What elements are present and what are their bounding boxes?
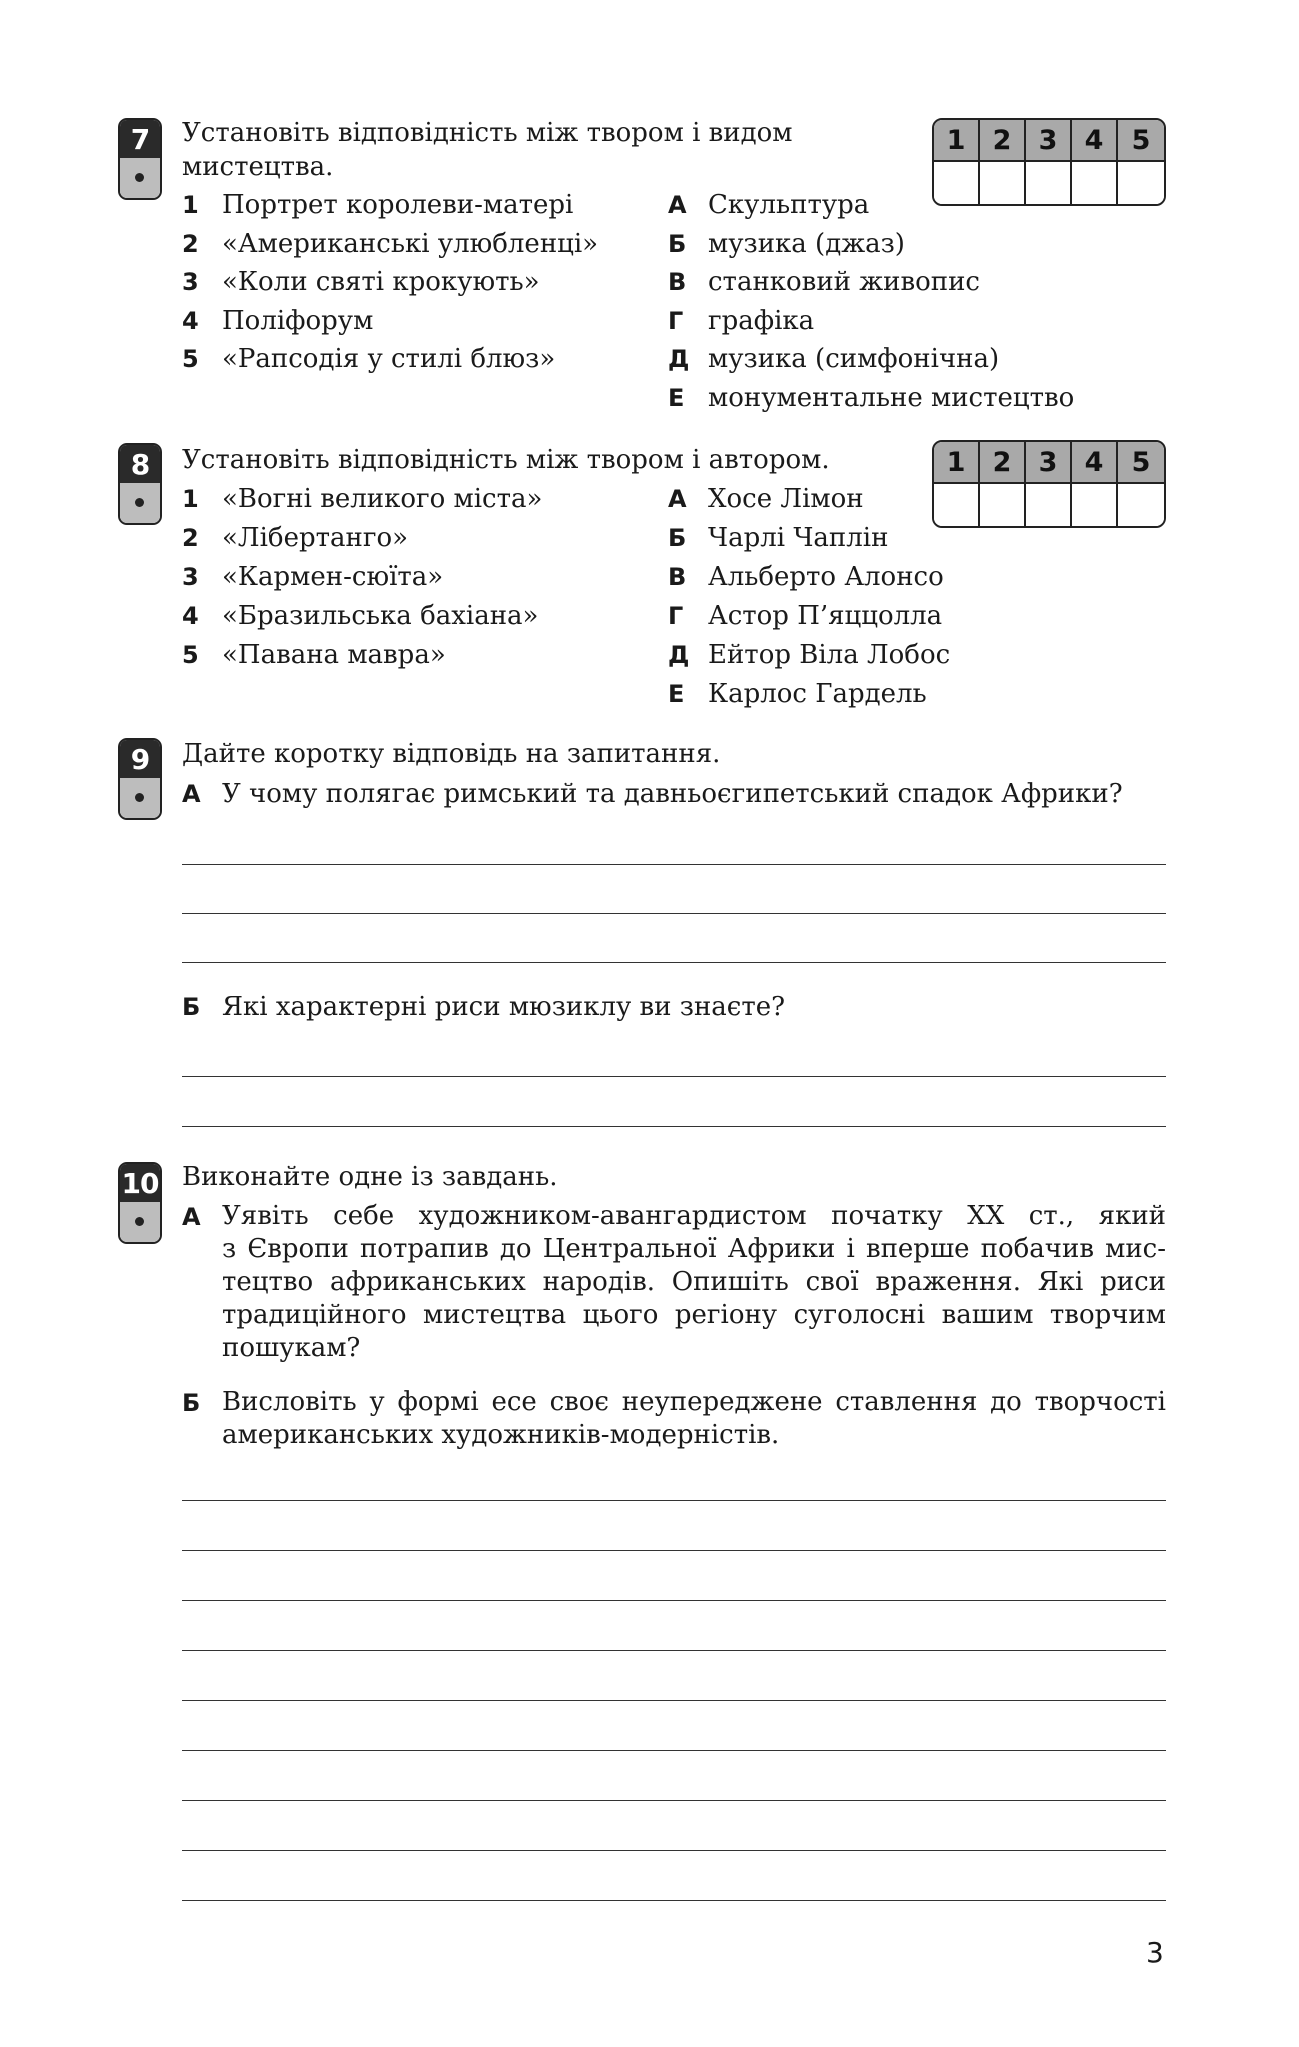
task-8-prompt: Установіть відповідність між твором і автором. <box>182 445 830 475</box>
item-key: Б <box>668 230 687 258</box>
list-item: графіка <box>708 306 815 336</box>
answer-line[interactable] <box>182 1800 1166 1801</box>
list-item: Альберто Алонсо <box>708 562 944 592</box>
task-7-number: 7 <box>120 120 160 158</box>
list-item: Поліфорум <box>222 306 374 336</box>
difficulty-dot-icon <box>120 778 160 818</box>
grid-header: 5 <box>1118 120 1164 162</box>
answer-line[interactable] <box>182 1900 1166 1901</box>
answer-line[interactable] <box>182 1550 1166 1551</box>
list-item: музика (джаз) <box>708 229 905 259</box>
answer-line[interactable] <box>182 1850 1166 1851</box>
answer-cell-5[interactable] <box>1118 162 1164 204</box>
item-key: Д <box>668 345 690 373</box>
list-item: «Кармен-сюїта» <box>222 562 444 592</box>
item-key: 1 <box>182 485 199 513</box>
difficulty-dot-icon <box>120 483 160 523</box>
answer-line[interactable] <box>182 1600 1166 1601</box>
item-key: 2 <box>182 230 199 258</box>
item-key: Е <box>668 680 685 708</box>
task-9-badge <box>118 738 162 820</box>
grid-header: 1 <box>934 442 980 484</box>
task-10-number: 10 <box>120 1164 160 1202</box>
grid-header: 5 <box>1118 442 1164 484</box>
task-7-badge <box>118 118 162 200</box>
list-item: «Лібертанго» <box>222 523 408 553</box>
task-10-badge <box>118 1162 162 1244</box>
item-key: 1 <box>182 191 199 219</box>
difficulty-dot-icon <box>120 1202 160 1242</box>
answer-cell-4[interactable] <box>1072 484 1118 526</box>
task-9-prompt: Дайте коротку відповідь на запитання. <box>182 739 721 769</box>
answer-cell-1[interactable] <box>934 162 980 204</box>
grid-header: 2 <box>980 120 1026 162</box>
item-key: 5 <box>182 345 199 373</box>
list-item: «Рапсодія у стилі блюз» <box>222 344 556 374</box>
question-a: У чому полягає римський та давньоєгипетський спадок Африки? <box>222 779 1123 809</box>
list-item: монументальне мистецтво <box>708 383 1075 413</box>
grid-header: 1 <box>934 120 980 162</box>
item-key: Б <box>182 1389 201 1417</box>
answer-cell-3[interactable] <box>1026 484 1072 526</box>
task-10-option-a: Уявіть себе художником-авангардистом початку XX ст., який з Європи потрапив до Центральної Африки і вперше побачив мис- тецтво африканських народів. Опишіть свої враження. Які риси традиційного мистецтва цього регіону суголосні вашим творчим пошукам? <box>222 1201 1166 1363</box>
grid-header: 4 <box>1072 120 1118 162</box>
answer-cell-2[interactable] <box>980 484 1026 526</box>
answer-line[interactable] <box>182 913 1166 914</box>
answer-line[interactable] <box>182 1076 1166 1077</box>
item-key: 2 <box>182 524 199 552</box>
grid-header: 3 <box>1026 120 1072 162</box>
answer-line[interactable] <box>182 1500 1166 1501</box>
item-key: 3 <box>182 563 199 591</box>
item-key: В <box>668 563 687 591</box>
answer-line[interactable] <box>182 864 1166 865</box>
question-b: Які характерні риси мюзиклу ви знаєте? <box>222 992 786 1022</box>
answer-line[interactable] <box>182 1126 1166 1127</box>
task-8-badge <box>118 443 162 525</box>
list-item: «Павана мавра» <box>222 640 446 670</box>
list-item: Астор П’яццолла <box>708 601 943 631</box>
grid-header: 2 <box>980 442 1026 484</box>
list-item: «Американські улюбленці» <box>222 229 599 259</box>
grid-header: 3 <box>1026 442 1072 484</box>
list-item: станковий живопис <box>708 267 980 297</box>
answer-line[interactable] <box>182 962 1166 963</box>
item-key: 3 <box>182 268 199 296</box>
answer-line[interactable] <box>182 1750 1166 1751</box>
list-item: «Бразильська бахіана» <box>222 601 539 631</box>
answer-cell-5[interactable] <box>1118 484 1164 526</box>
task-7-prompt: Установіть відповідність між твором і видом мистецтва. <box>182 118 793 182</box>
page-number: 3 <box>1146 1936 1164 1969</box>
difficulty-dot-icon <box>120 158 160 198</box>
list-item: музика (симфонічна) <box>708 344 1000 374</box>
task-10-prompt: Виконайте одне із завдань. <box>182 1162 558 1192</box>
list-item: Портрет королеви-матері <box>222 190 574 220</box>
item-key: Б <box>182 993 201 1021</box>
task-9-number: 9 <box>120 740 160 778</box>
item-key: А <box>182 1203 201 1231</box>
list-item: Чарлі Чаплін <box>708 523 889 553</box>
list-item: Скульптура <box>708 190 870 220</box>
item-key: 5 <box>182 641 199 669</box>
answer-line[interactable] <box>182 1650 1166 1651</box>
answer-line[interactable] <box>182 1700 1166 1701</box>
item-key: Г <box>668 602 684 630</box>
task-8-number: 8 <box>120 445 160 483</box>
item-key: Е <box>668 384 685 412</box>
item-key: А <box>668 191 687 219</box>
answer-cell-1[interactable] <box>934 484 980 526</box>
list-item: «Коли святі крокують» <box>222 267 540 297</box>
item-key: 4 <box>182 307 199 335</box>
task-10-option-b: Висловіть у формі есе своє неупереджене ставлення до творчості американських художників-модерністів. <box>222 1387 1166 1450</box>
item-key: А <box>182 780 201 808</box>
list-item: Хосе Лімон <box>708 484 864 514</box>
answer-cell-2[interactable] <box>980 162 1026 204</box>
task-8-answer-grid <box>932 440 1166 528</box>
item-key: В <box>668 268 687 296</box>
item-key: 4 <box>182 602 199 630</box>
answer-cell-3[interactable] <box>1026 162 1072 204</box>
list-item: Ейтор Віла Лобос <box>708 640 951 670</box>
grid-header: 4 <box>1072 442 1118 484</box>
list-item: «Вогні великого міста» <box>222 484 543 514</box>
item-key: Д <box>668 641 690 669</box>
item-key: А <box>668 485 687 513</box>
list-item: Карлос Гардель <box>708 679 927 709</box>
task-7-answer-grid <box>932 118 1166 206</box>
item-key: Б <box>668 524 687 552</box>
item-key: Г <box>668 307 684 335</box>
answer-cell-4[interactable] <box>1072 162 1118 204</box>
